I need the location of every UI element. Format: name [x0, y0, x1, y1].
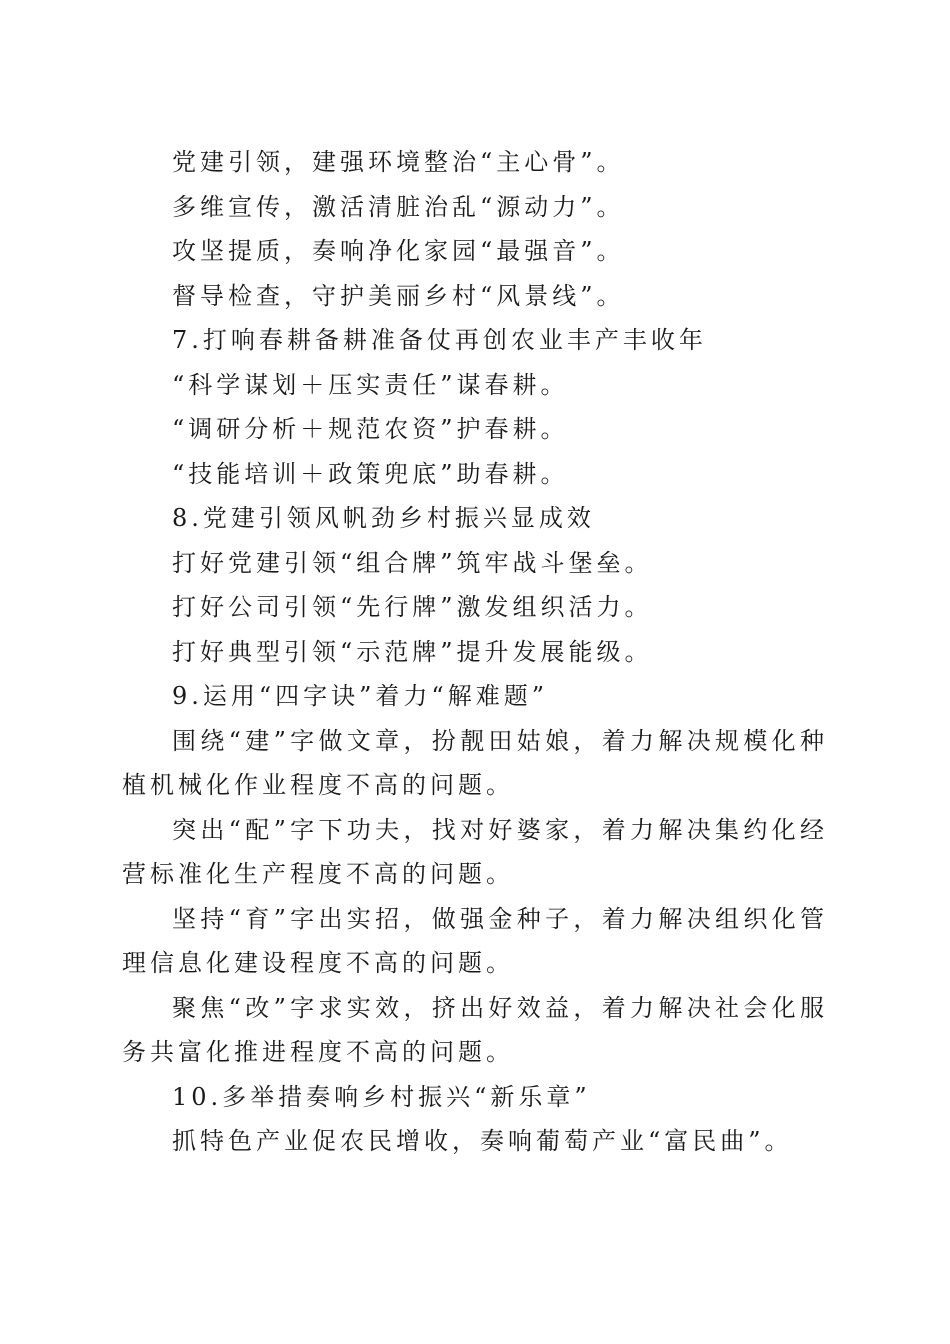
section-heading: 10.多举措奏响乡村振兴“新乐章”	[172, 1082, 591, 1111]
text-line: 督导检查，守护美丽乡村“风景线”。	[172, 281, 625, 310]
text-paragraph: 坚持“育”字出实招，做强金种子，着力解决组织化管理信息化建设程度不高的问题。	[122, 904, 828, 977]
text-line: “科学谋划＋压实责任”谋春耕。	[172, 370, 569, 399]
text-line: 打好典型引领“示范牌”提升发展能级。	[172, 637, 653, 666]
text-line: “调研分析＋规范农资”护春耕。	[172, 415, 569, 443]
text-line: “技能培训＋政策兜底”助春耕。	[172, 459, 569, 488]
text-line: 打好公司引领“先行牌”激发组织活力。	[172, 593, 653, 621]
text-paragraph: 突出“配”字下功夫，找对好婆家，着力解决集约化经营标准化生产程度不高的问题。	[122, 815, 828, 888]
section-heading: 7.打响春耕备耕准备仗再创农业丰产丰收年	[172, 326, 707, 354]
section-heading: 9.运用“四字诀”着力“解难题”	[172, 682, 548, 710]
document-body	[122, 140, 828, 1164]
text-line: 抓特色产业促农民增收，奏响葡萄产业“富民曲”。	[172, 1127, 793, 1155]
section-heading: 8.党建引领风帆劲乡村振兴显成效	[172, 504, 595, 532]
text-line: 攻坚提质，奏响净化家园“最强音”。	[172, 237, 625, 265]
text-line: 打好党建引领“组合牌”筑牢战斗堡垒。	[172, 548, 653, 577]
text-line: 党建引领，建强环境整治“主心骨”。	[172, 148, 625, 176]
text-paragraph: 聚焦“改”字求实效，挤出好效益，着力解决社会化服务共富化推进程度不高的问题。	[122, 993, 828, 1066]
text-line: 多维宣传，激活清脏治乱“源动力”。	[172, 192, 625, 221]
text-paragraph: 围绕“建”字做文章，扮靓田姑娘，着力解决规模化种植机械化作业程度不高的问题。	[122, 726, 828, 799]
